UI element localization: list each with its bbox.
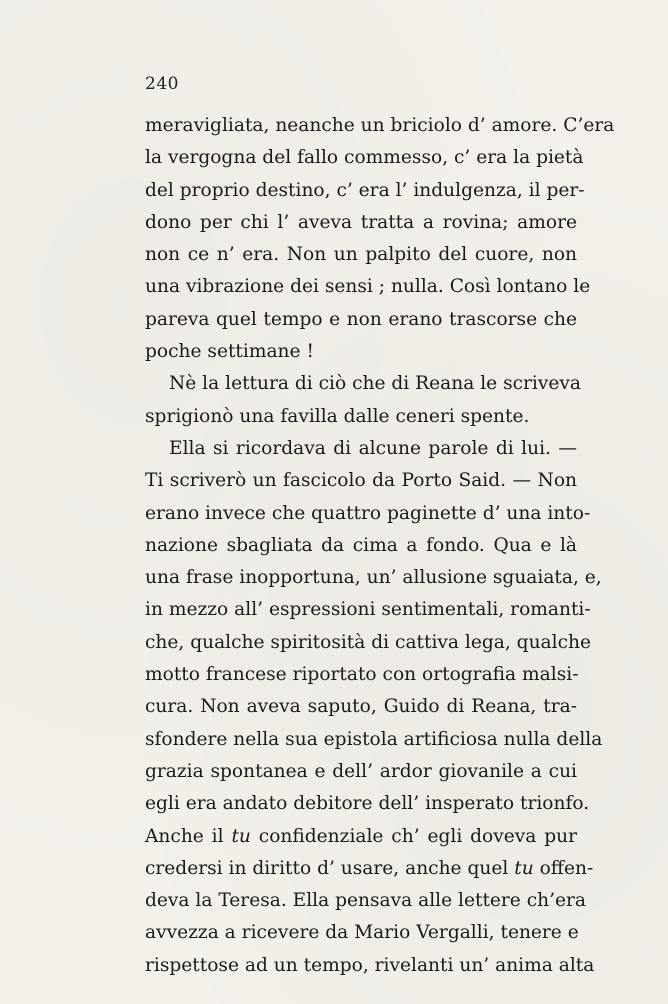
text-line: che, qualche spiritosità di cattiva lega, qualche: [145, 631, 591, 653]
text-line: non ce n’ era. Non un palpito del cuore, non: [145, 244, 577, 266]
text-line: la vergogna del fallo commesso, c’ era la pietà: [145, 147, 584, 169]
text-line: pareva quel tempo e non erano trascorse che: [145, 308, 577, 330]
text-line: grazia spontanea e dell’ ardor giovanile a cui: [145, 760, 577, 782]
text-line: rispettose ad un tempo, rivelanti un’ anima alta: [145, 954, 595, 976]
text-line: in mezzo all’ espressioni sentimentali, romanti-: [145, 599, 591, 621]
page-number: 240: [145, 74, 179, 94]
italic-word: tu: [231, 825, 251, 847]
text-line: sfondere nella sua epistola artificiosa nulla della: [145, 728, 603, 750]
text-line: poche settimane !: [145, 341, 314, 363]
text-line: erano invece che quattro paginette d’ una into-: [145, 502, 591, 524]
body-text: [145, 110, 615, 982]
text-line: dono per chi l’ aveva tratta a rovina; amore: [145, 211, 577, 233]
text-line: una vibrazione dei sensi ; nulla. Così lontano le: [145, 276, 591, 298]
text-line: Ti scriverò un fascicolo da Porto Said. — Non: [145, 470, 577, 492]
text-line: nazione sbagliata da cima a fondo. Qua e là: [145, 534, 577, 556]
text-line: Anche il tu confidenziale ch’ egli doveva pur: [145, 825, 577, 847]
text-line: credersi in diritto d’ usare, anche quel tu offen-: [145, 857, 594, 879]
text-line: Nè la lettura di ciò che di Reana le scriveva: [169, 373, 581, 395]
italic-word: tu: [514, 857, 534, 879]
text-line: cura. Non aveva saputo, Guido di Reana, tra-: [145, 696, 577, 718]
text-line: meravigliata, neanche un briciolo d’ amore. C’era: [145, 115, 615, 136]
text-line: avvezza a ricevere da Mario Vergalli, tenere e: [145, 922, 579, 944]
text-line: motto francese riportato con ortografia malsi-: [145, 664, 579, 686]
text-line: sprigionò una favilla dalle ceneri spente.: [145, 405, 530, 427]
text-line: Ella si ricordava di alcune parole di lui. —: [169, 437, 577, 459]
text-line: una frase inopportuna, un’ allusione sguaiata, e,: [145, 567, 602, 589]
text-line: egli era andato debitore dell’ insperato trionfo.: [145, 793, 590, 815]
text-line: deva la Teresa. Ella pensava alle lettere ch’era: [145, 890, 586, 912]
text-line: del proprio destino, c’ era l’ indulgenza, il per-: [145, 179, 585, 201]
